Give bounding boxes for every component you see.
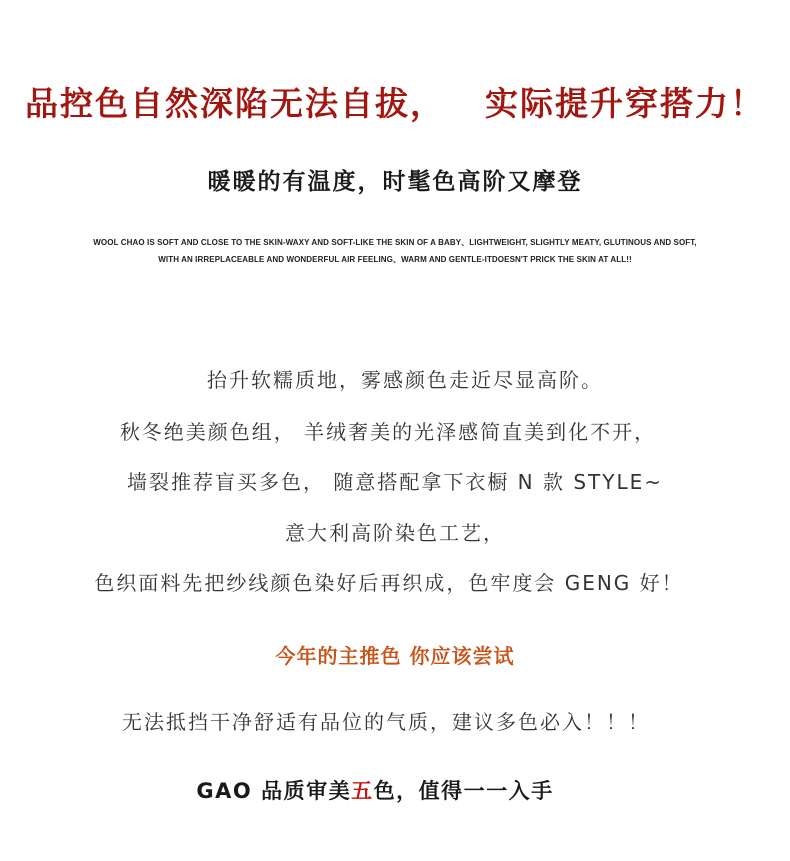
body-line: 色织面料先把纱线颜色染好后再织成，色牢度会 GENG 好！ — [94, 571, 684, 595]
english-copy-line-1: WOOL CHAO IS SOFT AND CLOSE TO THE SKIN-WAXY AND SOFT-LIKE THE SKIN OF A BABY、LIGHTWEIGHT, SLIGHTLY MEATY, GLUTINOUS AND SOFT, — [93, 238, 697, 247]
recommend-line: 无法抵挡干净舒适有品位的气质，建议多色必入！！！ — [122, 710, 650, 734]
subheadline: 暖暖的有温度，时髦色高阶又摩登 — [207, 169, 583, 195]
closing-line-after: 色，值得一一入手 — [373, 779, 554, 803]
headline — [0, 78, 790, 125]
closing-line — [0, 775, 770, 805]
closing-line-highlight: 五 — [351, 779, 374, 803]
closing-line-before: GAO 品质审美 — [196, 779, 352, 803]
english-copy-line-2: WITH AN IRREPLACEABLE AND WONDERFUL AIR FEELING、WARM AND GENTLE-ITDOESN'T PRICK THE SKIN AT ALL!! — [158, 255, 632, 264]
body-line: 墙裂推荐盲买多色， 随意搭配拿下衣橱 N 款 STYLE~ — [126, 470, 664, 494]
body-line: 秋冬绝美颜色组， 羊绒奢美的光泽感简直美到化不开， — [119, 420, 657, 444]
headline-part-2: 实际提升穿搭力！ — [485, 84, 765, 123]
body-line: 意大利高阶染色工艺， — [285, 521, 505, 545]
body-line: 抬升软糯质地，雾感颜色走近尽显高阶。 — [207, 368, 603, 392]
headline-part-1: 品控色自然深陷无法自拔， — [25, 84, 445, 123]
section-heading: 今年的主推色 你应该尝试 — [275, 644, 515, 668]
